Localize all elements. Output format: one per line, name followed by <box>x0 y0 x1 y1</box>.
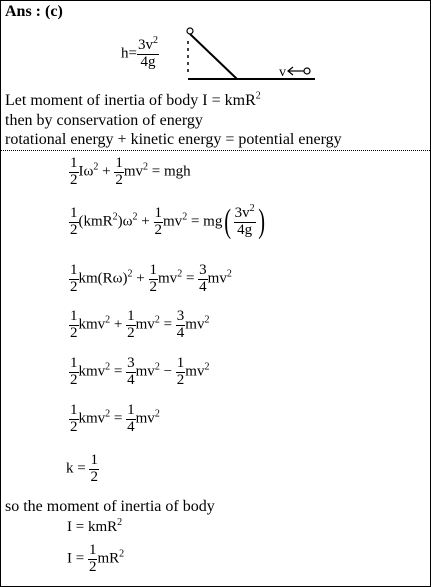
equation-k: k = $\frac{1}{2}$ <box>66 452 98 485</box>
equation-2: $\frac{1}{2}$ $(kmR^2)\omega^2$ + $\frac{1}{2}$ $mv^2 = mg$( $\frac{3v^2}{4g}$ ) <box>70 202 265 240</box>
equation-inertia: I = kmR$^2$ <box>67 517 123 535</box>
answer-label: Ans : (c) <box>5 3 63 20</box>
incline-line <box>190 34 237 79</box>
equation-3: $\frac{1}{2}$ $km(R\omega)^2$ + $\frac{1}{2}$ $mv^2$ = $\frac{3}{4}$ $mv^2$ <box>70 262 232 295</box>
equation-6: $\frac{1}{2}$ kmv$^2$ = $\frac{1}{4}$ $mv^2$ <box>70 402 160 435</box>
text-line-4: so the moment of inertia of body <box>5 498 215 515</box>
text-line-2: then by conservation of energy <box>5 112 203 129</box>
velocity-label: v <box>279 65 286 80</box>
equation-final: I = $\frac{1}{2}$ $mR^2$ <box>67 542 125 575</box>
equation-1: $\frac{1}{2}$ $I\omega^2$ + $\frac{1}{2}$ $mv^2$ = mgh <box>70 155 191 188</box>
equation-5: $\frac{1}{2}$ kmv$^2$ = $\frac{3}{4}$ $mv^2$ − $\frac{1}{2}$ $mv^2$ <box>70 355 210 388</box>
text-line-3: rotational energy + kinetic energy = potential energy <box>5 131 342 148</box>
equation-4: $\frac{1}{2}$ kmv$^2$ + $\frac{1}{2}$ $mv^2$ = $\frac{3}{4}$ $mv^2$ <box>70 308 210 341</box>
height-formula: h= $\frac{3v^2}{4g}$ <box>121 35 158 70</box>
text-line-1: Let moment of inertia of body I = kmR$^2$ <box>5 90 261 109</box>
ball-top-icon <box>187 28 193 34</box>
ball-icon <box>304 68 310 74</box>
dotted-divider <box>1 150 430 151</box>
ramp-diagram <box>121 21 321 94</box>
